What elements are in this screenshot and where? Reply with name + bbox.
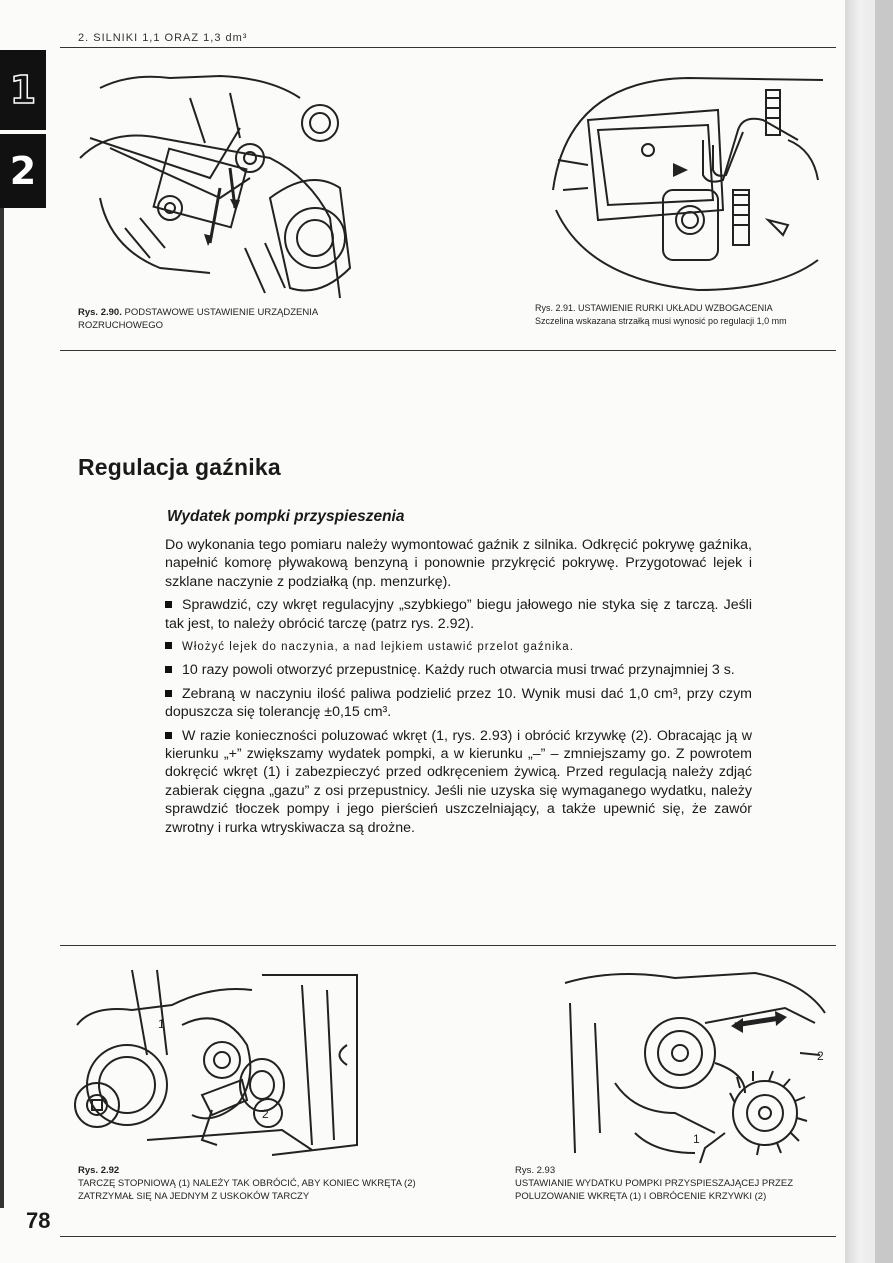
section-title: Regulacja gaźnika <box>78 454 281 480</box>
running-header: 2. SILNIKI 1,1 ORAZ 1,3 dm³ <box>78 32 248 44</box>
figure-2-92-illustration <box>72 965 362 1165</box>
step-item: Sprawdzić, czy wkręt regulacyjny „szybkiego” biegu jałowego nie styka się z tarczą. Jeśli tak jest, to należy obrócić tarczę (patrz rys. 2.92). <box>165 597 752 632</box>
figure-section-rule-top <box>60 350 836 351</box>
page-number: 78 <box>26 1208 51 1233</box>
footer-rule <box>60 1236 836 1237</box>
bullet-icon <box>165 732 172 739</box>
left-gutter-line <box>0 208 4 1208</box>
chapter-tab-2: 2 <box>0 134 46 208</box>
step-item: 10 razy powoli otworzyć przepustnicę. Każdy ruch otwarcia musi trwać przynajmniej 3 s. <box>165 661 752 679</box>
figure-2-91-caption: Rys. 2.91. USTAWIENIE RURKI UKŁADU WZBOGACENIA Szczelina wskazana strzałką musi wynosić po regulacji 1,0 mm <box>535 303 787 326</box>
step-item: Włożyć lejek do naczynia, a nad lejkiem ustawić przelot gaźnika. <box>165 638 752 656</box>
bullet-icon <box>165 601 172 608</box>
step-item: W razie konieczności poluzować wkręt (1, rys. 2.93) i obrócić krzywkę (2). Obracając ją w kierunku „+” zwiększamy wydatek pompki, a w kierunku „–” – zmniejszamy go. Z powrotem dokręcić wkręt (1) i zabezpieczyć przed odkręceniem żywicą. Przed regulacją należy zdjąć zabierak cięgna „gazu” z osi przepustnicy. Jeśli nie uzyska się wymaganego wydatku, należy sprawdzić tłoczek pompy i jego pierścień uszczelniający, a także upewnić się, że zawór zwrotny i rurka wtryskiwacza są drożne. <box>165 727 752 836</box>
figure-2-90-illustration <box>70 68 360 308</box>
intro-paragraph: Do wykonania tego pomiaru należy wymontować gaźnik z silnika. Odkręcić pokrywę gaźnika, napełnić komorę pływakową benzyną i ponownie przykręcić pokrywę. Przygotować lejek i szklane naczynie z podziałką (np. menzurkę). <box>165 537 752 590</box>
figure-2-93-caption: Rys. 2.93 USTAWIANIE WYDATKU POMPKI PRZYSPIESZAJĄCEJ PRZEZ POLUZOWANIE WKRĘTA (1) I OBRÓCENIE KRZYWKI (2) <box>515 1165 793 1202</box>
figure-2-92-caption: Rys. 2.92 TARCZĘ STOPNIOWĄ (1) NALEŻY TAK OBRÓCIĆ, ABY KONIEC WKRĘTA (2) ZATRZYMAŁ SIĘ NA JEDNYM Z USKOKÓW TARCZY <box>78 1165 416 1202</box>
header-rule <box>60 47 836 48</box>
bullet-icon <box>165 642 172 649</box>
figure-section-rule-bottom <box>60 945 836 946</box>
chapter-tab-1: 1 <box>0 50 46 130</box>
step-item: Zebraną w naczyniu ilość paliwa podzielić przez 10. Wynik musi dać 1,0 cm³, przy czym dopuszcza się tolerancję ±0,15 cm³. <box>165 685 752 721</box>
figure-2-92-callout-1: 1 <box>158 1017 165 1031</box>
figure-2-91-illustration <box>548 70 833 295</box>
figure-2-93-callout-1: 1 <box>693 1132 700 1146</box>
figure-2-92-callout-2: 2 <box>262 1107 269 1121</box>
figure-2-93-callout-2: 2 <box>817 1049 824 1063</box>
page-edge-dark <box>875 0 893 1263</box>
section-body <box>165 536 752 842</box>
bullet-icon <box>165 666 172 673</box>
section-subtitle: Wydatek pompki przyspieszenia <box>167 508 405 525</box>
figure-2-91-subcaption: Szczelina wskazana strzałką musi wynosić po regulacji 1,0 mm <box>535 316 787 326</box>
figure-2-90-caption: Rys. 2.90. PODSTAWOWE USTAWIENIE URZĄDZENIA ROZRUCHOWEGO <box>78 307 318 331</box>
bullet-icon <box>165 690 172 697</box>
figure-2-93-illustration <box>555 963 835 1168</box>
